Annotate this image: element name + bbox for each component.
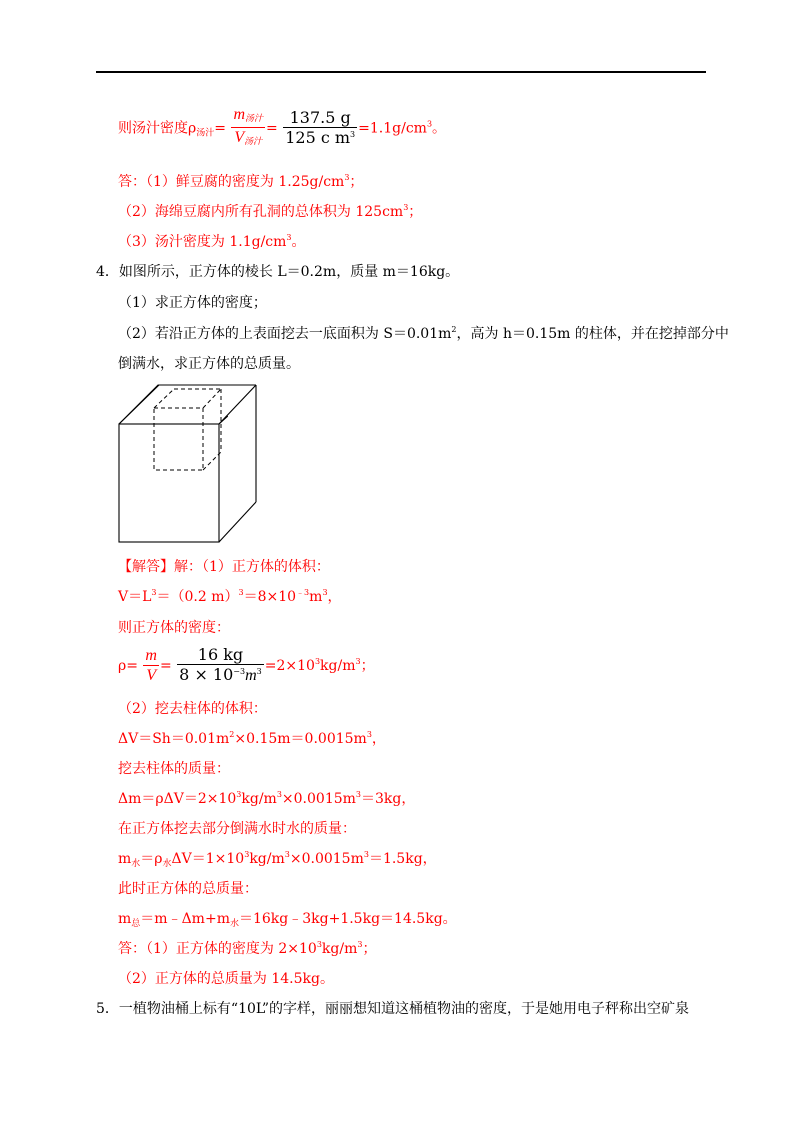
dug-out-cylinder bbox=[154, 389, 221, 470]
water-title: 在正方体挖去部分倒满水时水的质量： bbox=[118, 821, 356, 837]
total-calc: $m_总=m﹣\Delta m+m_水=16kg﹣3kg+1.5kg=14.5kg$。 bbox=[118, 911, 457, 929]
dug-volume-calc: $\Delta V=Sh=0.01m^2\times 0.15m=0.0015m^3$， bbox=[118, 730, 386, 747]
question-4-part-2-cont: 倒满水，求正方体的总质量。 bbox=[118, 356, 300, 372]
dug-volume-title: （2）挖去柱体的体积： bbox=[118, 701, 267, 717]
final-answer-2: （2）正方体的总质量为 14.5kg。 bbox=[118, 971, 334, 987]
question-4-stem: 4．如图所示，正方体的棱长 L＝0.2m，质量 m＝16kg。 bbox=[96, 264, 460, 280]
header-rule bbox=[96, 71, 706, 73]
question-5-stem: 5．一植物油桶上标有“10L”的字样，丽丽想知道这桶植物油的密度，于是她用电子秤称出空矿泉 bbox=[96, 1001, 689, 1017]
water-calc: $m_水=\rho_水\Delta V=1\times 10^3kg/m^3\times 0.0015m^3=1.5kg$， bbox=[118, 850, 437, 869]
fraction-mass-over-volume: $\frac{137.5 g}{125 c m^3}$ bbox=[285, 108, 356, 147]
solution-tag: 【解答】 bbox=[118, 559, 174, 575]
soup-density-formula: 则汤汁密度$\rho_{汤汁}=$ $\frac{\text{m汤汁}}{\text{V汤汁}}$ = $\frac{137.5 g}{125 c m^3}$ $=1.1g/cm^3$。 bbox=[118, 106, 446, 151]
density-title: 则正方体的密度： bbox=[118, 620, 230, 636]
total-title: 此时正方体的总质量： bbox=[118, 881, 258, 897]
question-4-part-1: （1）求正方体的密度； bbox=[118, 295, 267, 311]
density-formula: ρ= $\frac{m}{V}$ = $\frac{16 kg}{8 \times 10^{-3}m^3}$ $=2\times 10^3kg/m^3$； bbox=[118, 645, 375, 684]
fraction-m-over-v: $\frac{\text{m汤汁}}{\text{V汤汁}}$ bbox=[233, 106, 264, 146]
fraction-m-over-v-2: $\frac{m}{V}$ bbox=[145, 646, 157, 684]
final-answer-1: 答：（1）正方体的密度为 $2\times 10^3kg/m^3$； bbox=[118, 940, 377, 957]
cube-outline bbox=[118, 384, 258, 544]
dug-mass-calc: $\Delta m=\rho\Delta V=2\times 10^3kg/m^3\times 0.0015m^3=3kg$， bbox=[118, 790, 416, 807]
fraction-16kg: $\frac{16 kg}{8 \times 10^{-3}m^3}$ bbox=[179, 645, 262, 684]
answer-line-2: （2）海绵豆腐内所有孔洞的总体积为 $125cm^3$； bbox=[118, 203, 423, 220]
question-4-part-2: （2）若沿正方体的上表面挖去一底面积为 $S=0.01m^2$，高为 h＝0.15m 的柱体，并在挖掉部分中 bbox=[118, 325, 729, 342]
soup-density-result: 1.1g/cm bbox=[369, 120, 427, 137]
answer-line-3: （3）汤汁密度为 $1.1g/cm^3$。 bbox=[118, 233, 306, 250]
answer-line-1: 答：（1）鲜豆腐的密度为 $1.25g/cm^3$； bbox=[118, 173, 364, 190]
dug-mass-title: 挖去柱体的质量： bbox=[118, 761, 230, 777]
solution-4-intro: 【解答】解：（1）正方体的体积： bbox=[118, 559, 330, 575]
solution-4-volume: $V=L^3=(0.2$ $m)^3=8\times 10^{﹣3}m^3$， bbox=[118, 588, 342, 605]
